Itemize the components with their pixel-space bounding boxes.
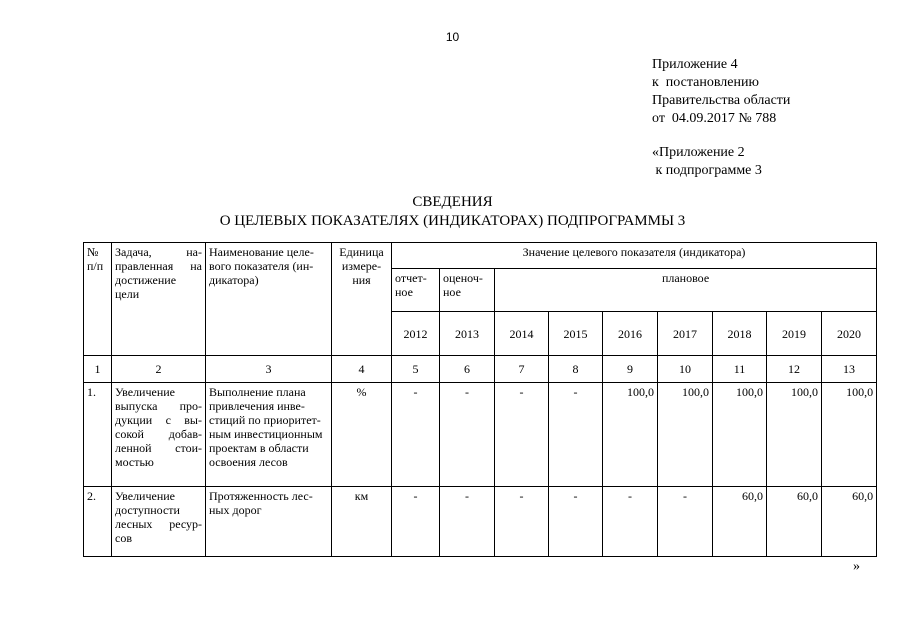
col-number: 4: [332, 356, 392, 383]
row-value: -: [440, 383, 495, 487]
row-num: 1.: [84, 383, 112, 487]
year-cell: 2017: [658, 312, 713, 356]
row-unit: км: [332, 487, 392, 557]
row-value: -: [495, 487, 549, 557]
row-value: 100,0: [603, 383, 658, 487]
appendix2-line: «Приложение 2: [652, 145, 745, 160]
appendix-block: [652, 56, 790, 128]
row-value: -: [658, 487, 713, 557]
row-value: 100,0: [713, 383, 767, 487]
closing-quote: »: [853, 559, 860, 574]
row-value: 100,0: [767, 383, 822, 487]
appendix2-block: [652, 144, 762, 180]
row-value: 60,0: [822, 487, 877, 557]
col-number: 6: [440, 356, 495, 383]
document-subtitle: О ЦЕЛЕВЫХ ПОКАЗАТЕЛЯХ (ИНДИКАТОРАХ) ПОДПРОГРАММЫ 3: [219, 213, 686, 229]
row-task: Увеличение выпуска про-дукции с вы-сокой добав-ленной стои-мостью: [112, 383, 206, 487]
year-cell: 2014: [495, 312, 549, 356]
year-cell: 2018: [713, 312, 767, 356]
row-value: -: [440, 487, 495, 557]
col-number: 3: [206, 356, 332, 383]
row-value: -: [392, 487, 440, 557]
col-number: 12: [767, 356, 822, 383]
appendix-line: к постановлению: [652, 75, 759, 90]
header-reported: отчет-ное: [392, 269, 440, 312]
row-value: 60,0: [713, 487, 767, 557]
indicators-table: [83, 242, 877, 557]
col-number: 9: [603, 356, 658, 383]
appendix-line: Приложение 4: [652, 57, 738, 72]
col-number: 1: [84, 356, 112, 383]
row-indicator: Выполнение плана привлечения инве-стиций по приоритет-ным инвестиционным проектам в области освоения лесов: [206, 383, 332, 487]
appendix-line: Правительства области: [652, 93, 791, 108]
row-task: Увеличение доступности лесных ресур-сов: [112, 487, 206, 557]
col-number: 11: [713, 356, 767, 383]
row-unit: %: [332, 383, 392, 487]
year-cell: 2015: [549, 312, 603, 356]
row-value: -: [603, 487, 658, 557]
row-num: 2.: [84, 487, 112, 557]
year-cell: 2020: [822, 312, 877, 356]
col-number: 13: [822, 356, 877, 383]
year-cell: 2013: [440, 312, 495, 356]
appendix2-line: к подпрограмме 3: [652, 163, 762, 178]
header-num: № п/п: [84, 243, 112, 356]
table-row: [84, 487, 877, 557]
col-number: 8: [549, 356, 603, 383]
header-value: Значение целевого показателя (индикатора): [392, 243, 877, 269]
header-planned: плановое: [495, 269, 877, 312]
row-indicator: Протяженность лес-ных дорог: [206, 487, 332, 557]
row-value: 60,0: [767, 487, 822, 557]
header-task: Задача, на-правленная на достижение цели: [112, 243, 206, 356]
col-number: 7: [495, 356, 549, 383]
row-value: -: [549, 487, 603, 557]
header-indicator: Наименование целе-вого показателя (ин-дикатора): [206, 243, 332, 356]
row-value: -: [549, 383, 603, 487]
row-value: 100,0: [822, 383, 877, 487]
col-number: 10: [658, 356, 713, 383]
row-value: -: [495, 383, 549, 487]
row-value: -: [392, 383, 440, 487]
year-cell: 2016: [603, 312, 658, 356]
header-estimated: оценоч-ное: [440, 269, 495, 312]
table-row: [84, 383, 877, 487]
year-cell: 2012: [392, 312, 440, 356]
col-number: 2: [112, 356, 206, 383]
document-title: СВЕДЕНИЯ: [412, 194, 493, 210]
appendix-line: от 04.09.2017 № 788: [652, 111, 777, 126]
year-cell: 2019: [767, 312, 822, 356]
row-value: 100,0: [658, 383, 713, 487]
header-unit: Единица измере-ния: [332, 243, 392, 356]
page-number: 10: [445, 30, 460, 44]
col-number: 5: [392, 356, 440, 383]
